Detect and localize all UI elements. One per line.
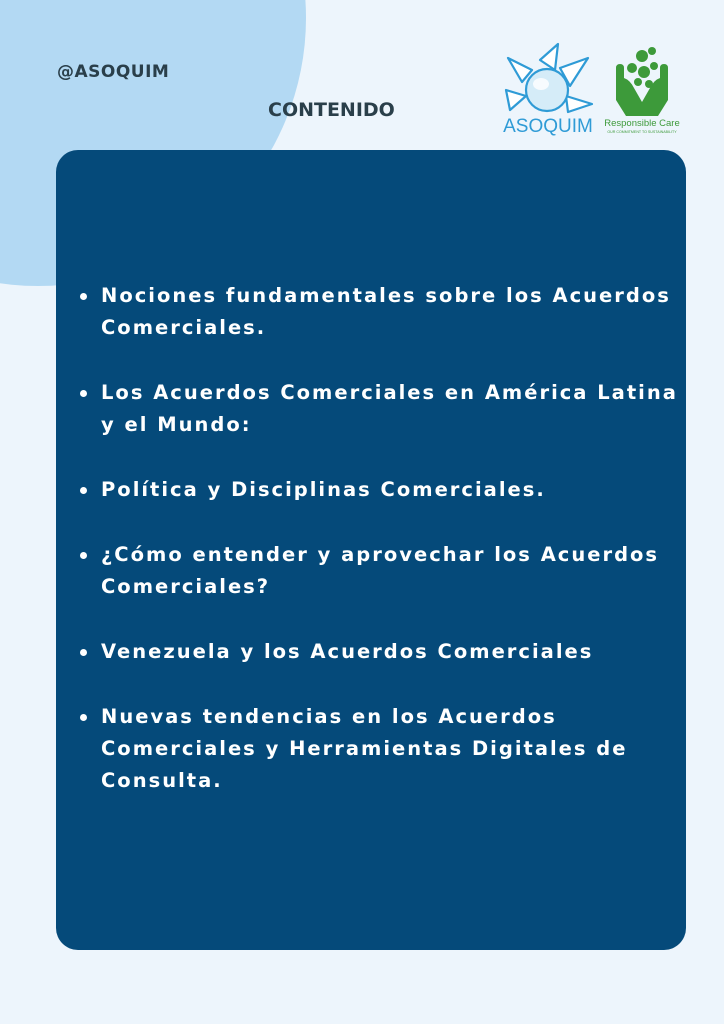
- list-item-text: ¿Cómo entender y aprovechar los Acuerdos Comerciales?: [101, 543, 660, 598]
- asoquim-logo-text: ASOQUIM: [503, 116, 593, 137]
- content-list: [80, 280, 680, 830]
- responsible-care-text: Responsible Care: [604, 118, 680, 129]
- list-item-text: Política y Disciplinas Comerciales.: [101, 478, 546, 501]
- list-item: [80, 474, 680, 506]
- asoquim-logo: [500, 40, 596, 138]
- list-item: [80, 377, 680, 441]
- responsible-care-tagline: OUR COMMITMENT TO SUSTAINABILITY: [607, 130, 677, 134]
- bullet-icon: [80, 649, 87, 656]
- list-item-text: Los Acuerdos Comerciales en América Latina y el Mundo:: [101, 381, 678, 436]
- bullet-icon: [80, 487, 87, 494]
- responsible-care-logo: [604, 42, 680, 138]
- bullet-icon: [80, 714, 87, 721]
- list-item-text: Venezuela y los Acuerdos Comerciales: [101, 640, 594, 663]
- bullet-icon: [80, 390, 87, 397]
- social-handle: @ASOQUIM: [57, 62, 170, 82]
- page-title: CONTENIDO: [268, 99, 395, 121]
- bullet-icon: [80, 293, 87, 300]
- list-item: [80, 701, 680, 797]
- list-item-text: Nociones fundamentales sobre los Acuerdos Comerciales.: [101, 284, 671, 339]
- bullet-icon: [80, 552, 87, 559]
- list-item: [80, 636, 680, 668]
- list-item: [80, 280, 680, 344]
- list-item: [80, 539, 680, 603]
- list-item-text: Nuevas tendencias en los Acuerdos Comerciales y Herramientas Digitales de Consulta.: [101, 705, 628, 792]
